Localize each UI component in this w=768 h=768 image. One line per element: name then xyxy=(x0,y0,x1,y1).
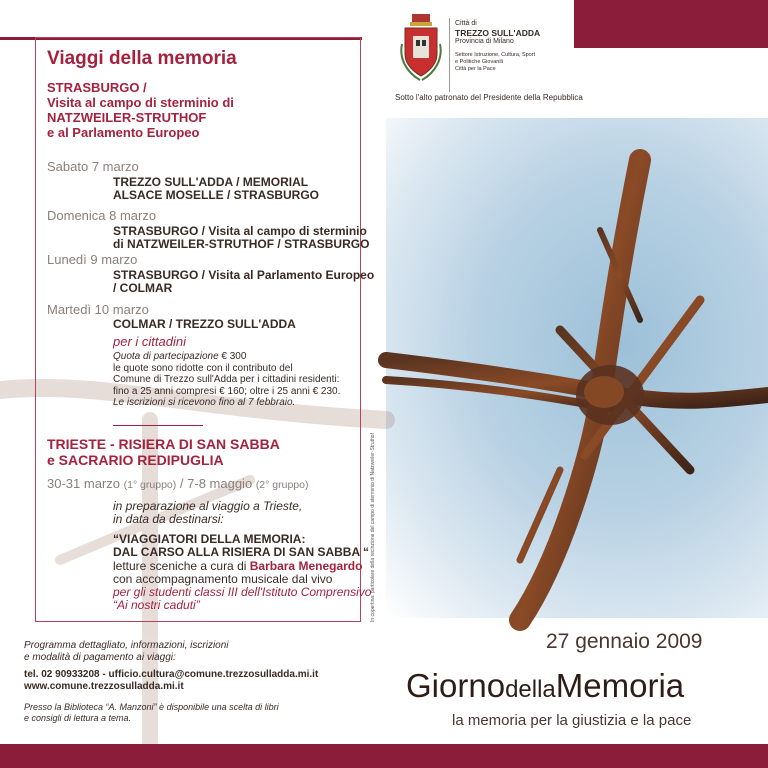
cover-title xyxy=(406,667,684,705)
logo-province: Provincia di Milano xyxy=(455,38,514,45)
day-3-line2: / COLMAR xyxy=(113,281,173,295)
trip1-title xyxy=(47,80,234,140)
show-line1: “VIAGGIATORI DELLA MEMORIA: xyxy=(113,532,306,546)
trip1-title-line2: Visita al campo di sterminio di xyxy=(47,95,234,110)
day-3-text xyxy=(113,269,374,295)
dates-group1: 30-31 marzo xyxy=(47,476,120,491)
fee-line4: fino a 25 anni compresi € 160; oltre i 25 anni € 230. xyxy=(113,385,341,397)
show-line2: DAL CARSO ALLA RISIERA DI SAN SABBA “ xyxy=(113,545,370,559)
deadline: Le iscrizioni si ricevono fino al 7 febbraio. xyxy=(113,397,296,408)
day-2-text xyxy=(113,225,369,251)
photo-credit: In copertina: particolare della recinzione del campo di sterminio di Natzweiler-Struthof xyxy=(370,433,376,622)
trip2-title-line2: e SACRARIO REDIPUGLIA xyxy=(47,452,224,468)
for-citizens: per i cittadini xyxy=(113,334,186,349)
day-1-line2: ALSACE MOSELLE / STRASBURGO xyxy=(113,188,320,202)
trip2-title xyxy=(47,436,280,468)
library-line2: e consigli di lettura a tema. xyxy=(24,713,132,723)
day-2-label: Domenica 8 marzo xyxy=(47,208,157,223)
info-line2: e modalità di pagamento ai viaggi: xyxy=(24,652,176,663)
bottom-band xyxy=(0,744,768,768)
trip1-title-line1: STRASBURGO / xyxy=(47,80,147,95)
dates-separator: / xyxy=(179,476,184,491)
readings-author: Barbara Menegardo xyxy=(249,559,363,573)
fee-line2: le quote sono ridotte con il contributo del xyxy=(113,362,293,374)
logo-peace: Città per la Pace xyxy=(455,66,496,72)
logo-line1: Città di xyxy=(455,20,477,27)
trip1-title-line4: e al Parlamento Europeo xyxy=(47,125,200,140)
students-line1: per gli studenti classi III dell'Istituto Comprensivo xyxy=(113,585,372,599)
logo-separator xyxy=(449,18,450,92)
patronage-text: Sotto l'alto patronato del Presidente della Repubblica xyxy=(395,93,583,102)
day-4-text: COLMAR / TREZZO SULL'ADDA xyxy=(113,317,296,331)
top-right-band xyxy=(574,0,768,48)
day-1-text xyxy=(113,176,319,202)
cover-title-a: Giorno xyxy=(406,667,506,704)
contact-line2: www.comune.trezzosulladda.mi.it xyxy=(24,681,184,692)
day-1-line1: TREZZO SULL'ADDA / MEMORIAL xyxy=(113,175,309,189)
coat-of-arms-icon xyxy=(400,14,442,84)
day-1-label: Sabato 7 marzo xyxy=(47,159,139,174)
prep-text xyxy=(113,500,302,526)
music-line: con accompagnamento musicale dal vivo xyxy=(113,572,333,586)
cover-date: 27 gennaio 2009 xyxy=(546,630,703,653)
group1-label: (1° gruppo) xyxy=(123,479,177,491)
day-3-line1: STRASBURGO / Visita al Parlamento Europeo xyxy=(113,268,375,282)
trip1-title-line3: NATZWEILER-STRUTHOF xyxy=(47,110,207,125)
info-line1: Programma dettagliato, informazioni, iscrizioni xyxy=(24,640,229,651)
logo-sector2: e Politiche Giovanili xyxy=(455,58,503,65)
prep-line1: in preparazione al viaggio a Trieste, xyxy=(113,499,303,513)
trip2-title-line1: TRIESTE - RISIERA DI SAN SABBA xyxy=(47,436,280,452)
day-2-line2: di NATZWEILER-STRUTHOF / STRASBURGO xyxy=(113,237,370,251)
dates-group2: 7-8 maggio xyxy=(187,476,253,491)
show-details xyxy=(113,560,371,612)
day-4-label: Martedì 10 marzo xyxy=(47,302,149,317)
footer-left xyxy=(24,640,384,724)
day-2-line1: STRASBURGO / Visita al campo di sterminio xyxy=(113,224,367,238)
readings-label: letture sceniche a cura di xyxy=(113,559,247,573)
trip2-dates xyxy=(47,476,308,491)
cover-subtitle: la memoria per la giustizia e la pace xyxy=(452,712,692,729)
library-line1: Presso la Biblioteca “A. Manzoni” è disponibile una scelta di libri xyxy=(24,702,279,712)
sky-background xyxy=(386,118,768,618)
fee-value: € 300 xyxy=(221,351,247,362)
logo-town: TREZZO SULL'ADDA xyxy=(455,28,541,38)
divider xyxy=(113,425,203,426)
fee-line3: Comune di Trezzo sull'Adda per i cittadini residenti: xyxy=(113,374,340,385)
logo-sector: Settore Istruzione, Cultura, Sport xyxy=(455,52,536,58)
cover-title-b: della xyxy=(505,676,556,703)
section-title: Viaggi della memoria xyxy=(47,48,237,69)
fee-label: Quota di partecipazione xyxy=(113,351,219,362)
logo-text xyxy=(455,20,540,73)
contact-line1: tel. 02 90933208 - ufficio.cultura@comune.trezzosulladda.mi.it xyxy=(24,669,319,680)
day-3-label: Lunedì 9 marzo xyxy=(47,252,138,267)
group2-label: (2° gruppo) xyxy=(255,479,309,491)
students-line2: “Ai nostri caduti” xyxy=(113,598,200,612)
fee-block xyxy=(113,351,358,409)
cover-title-c: Memoria xyxy=(555,667,685,704)
prep-line2: in data da destinarsi: xyxy=(113,512,224,526)
show-title xyxy=(113,533,369,559)
fee-line1 xyxy=(113,351,358,363)
